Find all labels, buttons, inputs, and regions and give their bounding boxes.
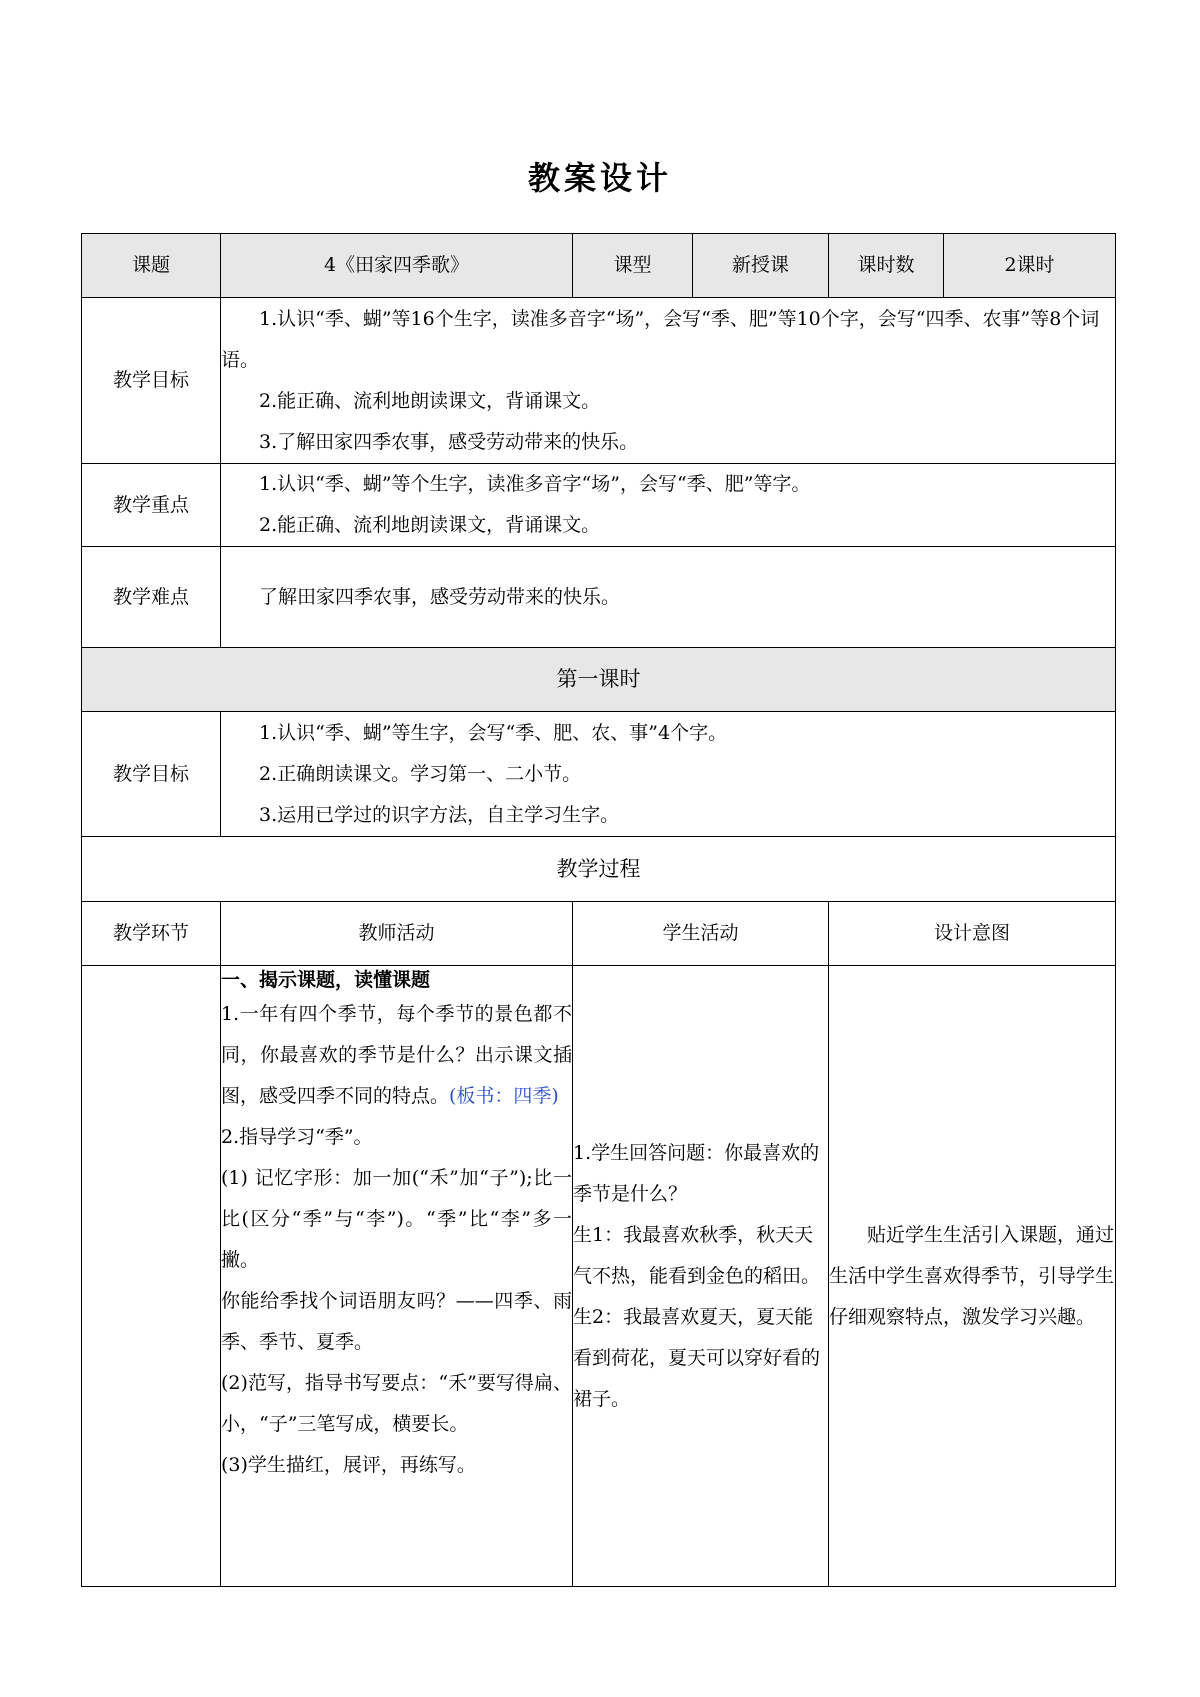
key-points-content [221,464,1116,547]
goals-label: 教学目标 [82,298,221,464]
lesson1-goals-content [221,712,1116,837]
subject-label: 课题 [82,234,221,298]
goal-item: 1.认识“季、蝴”等16个生字，读准多音字“场”，会写“季、肥”等10个字，会写“四季、农事”等8个词语。 [221,307,1100,371]
blackboard-note: (板书：四季) [449,1085,559,1107]
type-value: 新授课 [693,234,829,298]
teacher-paragraph: (1) 记忆字形：加一加(“禾”加“子”);比一比(区分“季”与“李”)。“季”比“李”多一撇。 [221,1167,572,1271]
key-points-row [82,464,1116,547]
teacher-activity [221,966,573,1587]
difficulties-label: 教学难点 [82,547,221,648]
goals-row [82,298,1116,464]
hours-label: 课时数 [829,234,944,298]
teacher-heading: 一、揭示课题，读懂课题 [221,969,431,991]
process-title: 教学过程 [82,837,1116,902]
process-title-row [82,837,1116,902]
stage-cell [82,966,221,1587]
lesson1-goals-row [82,712,1116,837]
column-header-intent: 设计意图 [829,902,1116,966]
goals-content [221,298,1116,464]
teacher-paragraph: 1.一年有四个季节，每个季节的景色都不同，你最喜欢的季节是什么？出示课文插图，感受四季不同的特点。(板书：四季) [221,1003,572,1107]
key-point-item: 1.认识“季、蝴”等个生字，读准多音字“场”，会写“季、肥”等字。 [259,473,811,495]
hours-value: 2课时 [944,234,1116,298]
teacher-paragraph: 你能给季找个词语朋友吗？——四季、雨季、季节、夏季。 [221,1290,572,1353]
difficulties-text: 了解田家四季农事，感受劳动带来的快乐。 [259,585,621,608]
difficulties-row [82,547,1116,648]
goal-item: 2.能正确、流利地朗读课文，背诵课文。 [259,389,601,412]
column-header-student: 学生活动 [573,902,829,966]
column-header-stage: 教学环节 [82,902,221,966]
teacher-paragraph: (2)范写，指导书写要点：“禾”要写得扁、小，“子”三笔写成，横要长。 [221,1372,572,1435]
intent-text: 贴近学生生活引入课题，通过生活中学生喜欢得季节，引导学生仔细观察特点，激发学习兴趣。 [829,1223,1115,1328]
student-paragraph: 生1：我最喜欢秋季，秋天天气不热，能看到金色的稻田。 [573,1223,821,1287]
student-paragraph: 1.学生回答问题：你最喜欢的季节是什么？ [573,1141,820,1205]
lesson1-goals-label: 教学目标 [82,712,221,837]
teacher-paragraph: 2.指导学习“季”。 [221,1126,373,1148]
column-header-teacher: 教师活动 [221,902,573,966]
process-content-row [82,966,1116,1587]
lesson1-goal-item: 2.正确朗读课文。学习第一、二小节。 [259,762,582,785]
design-intent [829,966,1116,1587]
key-points-label: 教学重点 [82,464,221,547]
key-point-item: 2.能正确、流利地朗读课文，背诵课文。 [259,514,601,536]
lesson-plan-table [81,233,1116,1587]
teacher-paragraph: (3)学生描红，展评，再练写。 [221,1454,476,1476]
difficulties-content [221,547,1116,648]
student-activity [573,966,829,1587]
lesson1-title-row [82,648,1116,712]
lesson1-title: 第一课时 [82,648,1116,712]
goal-item: 3.了解田家四季农事，感受劳动带来的快乐。 [259,430,639,453]
process-header-row [82,902,1116,966]
type-label: 课型 [573,234,693,298]
lesson1-goal-item: 1.认识“季、蝴”等生字，会写“季、肥、农、事”4个字。 [259,721,728,744]
header-row [82,234,1116,298]
subject-value: 4《田家四季歌》 [221,234,573,298]
document-title: 教案设计 [527,159,672,197]
lesson1-goal-item: 3.运用已学过的识字方法，自主学习生字。 [259,803,620,826]
student-paragraph: 生2：我最喜欢夏天，夏天能看到荷花，夏天可以穿好看的裙子。 [573,1305,821,1410]
